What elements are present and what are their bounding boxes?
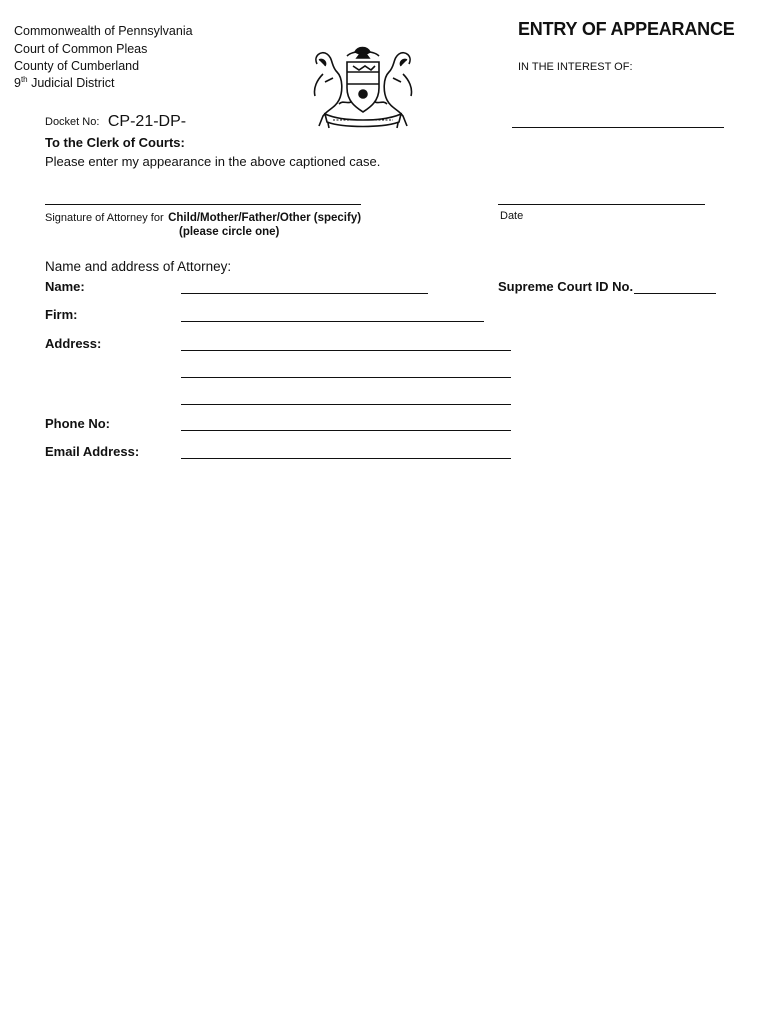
pennsylvania-coat-of-arms-icon — [303, 44, 423, 130]
interest-label: IN THE INTEREST OF: — [518, 61, 633, 73]
firm-field[interactable] — [181, 321, 484, 322]
email-label: Email Address: — [45, 444, 140, 459]
supreme-court-id-label: Supreme Court ID No. — [498, 279, 634, 294]
party-options[interactable]: Child/Mother/Father/Other (specify) — [168, 212, 362, 224]
name-label: Name: — [45, 279, 85, 294]
address-field-line-3[interactable] — [181, 404, 511, 405]
interest-field[interactable] — [512, 127, 724, 128]
address-field-line-1[interactable] — [181, 350, 511, 351]
date-label: Date — [500, 210, 524, 222]
email-field[interactable] — [181, 458, 511, 459]
court-line-commonwealth: Commonwealth of Pennsylvania — [14, 24, 193, 38]
docket-prefix: CP-21-DP- — [107, 113, 187, 130]
address-label: Address: — [45, 336, 102, 351]
name-field[interactable] — [181, 293, 428, 294]
supreme-court-id-field[interactable] — [634, 293, 716, 294]
firm-label: Firm: — [45, 307, 78, 322]
signature-label: Signature of Attorney for Child/Mother/Father/Other (specify) — [45, 212, 362, 224]
signature-field[interactable] — [45, 204, 361, 205]
appearance-statement: Please enter my appearance in the above captioned case. — [45, 154, 381, 169]
court-line-common-pleas: Court of Common Pleas — [14, 42, 148, 56]
court-line-county: County of Cumberland — [14, 59, 140, 73]
clerk-heading: To the Clerk of Courts: — [45, 135, 185, 150]
address-field-line-2[interactable] — [181, 377, 511, 378]
date-field[interactable] — [498, 204, 705, 205]
docket-label: Docket No: — [45, 116, 100, 128]
docket-row — [45, 113, 186, 131]
attorney-section-heading: Name and address of Attorney: — [45, 259, 232, 274]
phone-field[interactable] — [181, 430, 511, 431]
court-line-district: 9th Judicial District — [14, 74, 115, 90]
page-title: ENTRY OF APPEARANCE — [518, 19, 735, 39]
circle-note: (please circle one) — [179, 226, 280, 238]
phone-label: Phone No: — [45, 416, 110, 431]
